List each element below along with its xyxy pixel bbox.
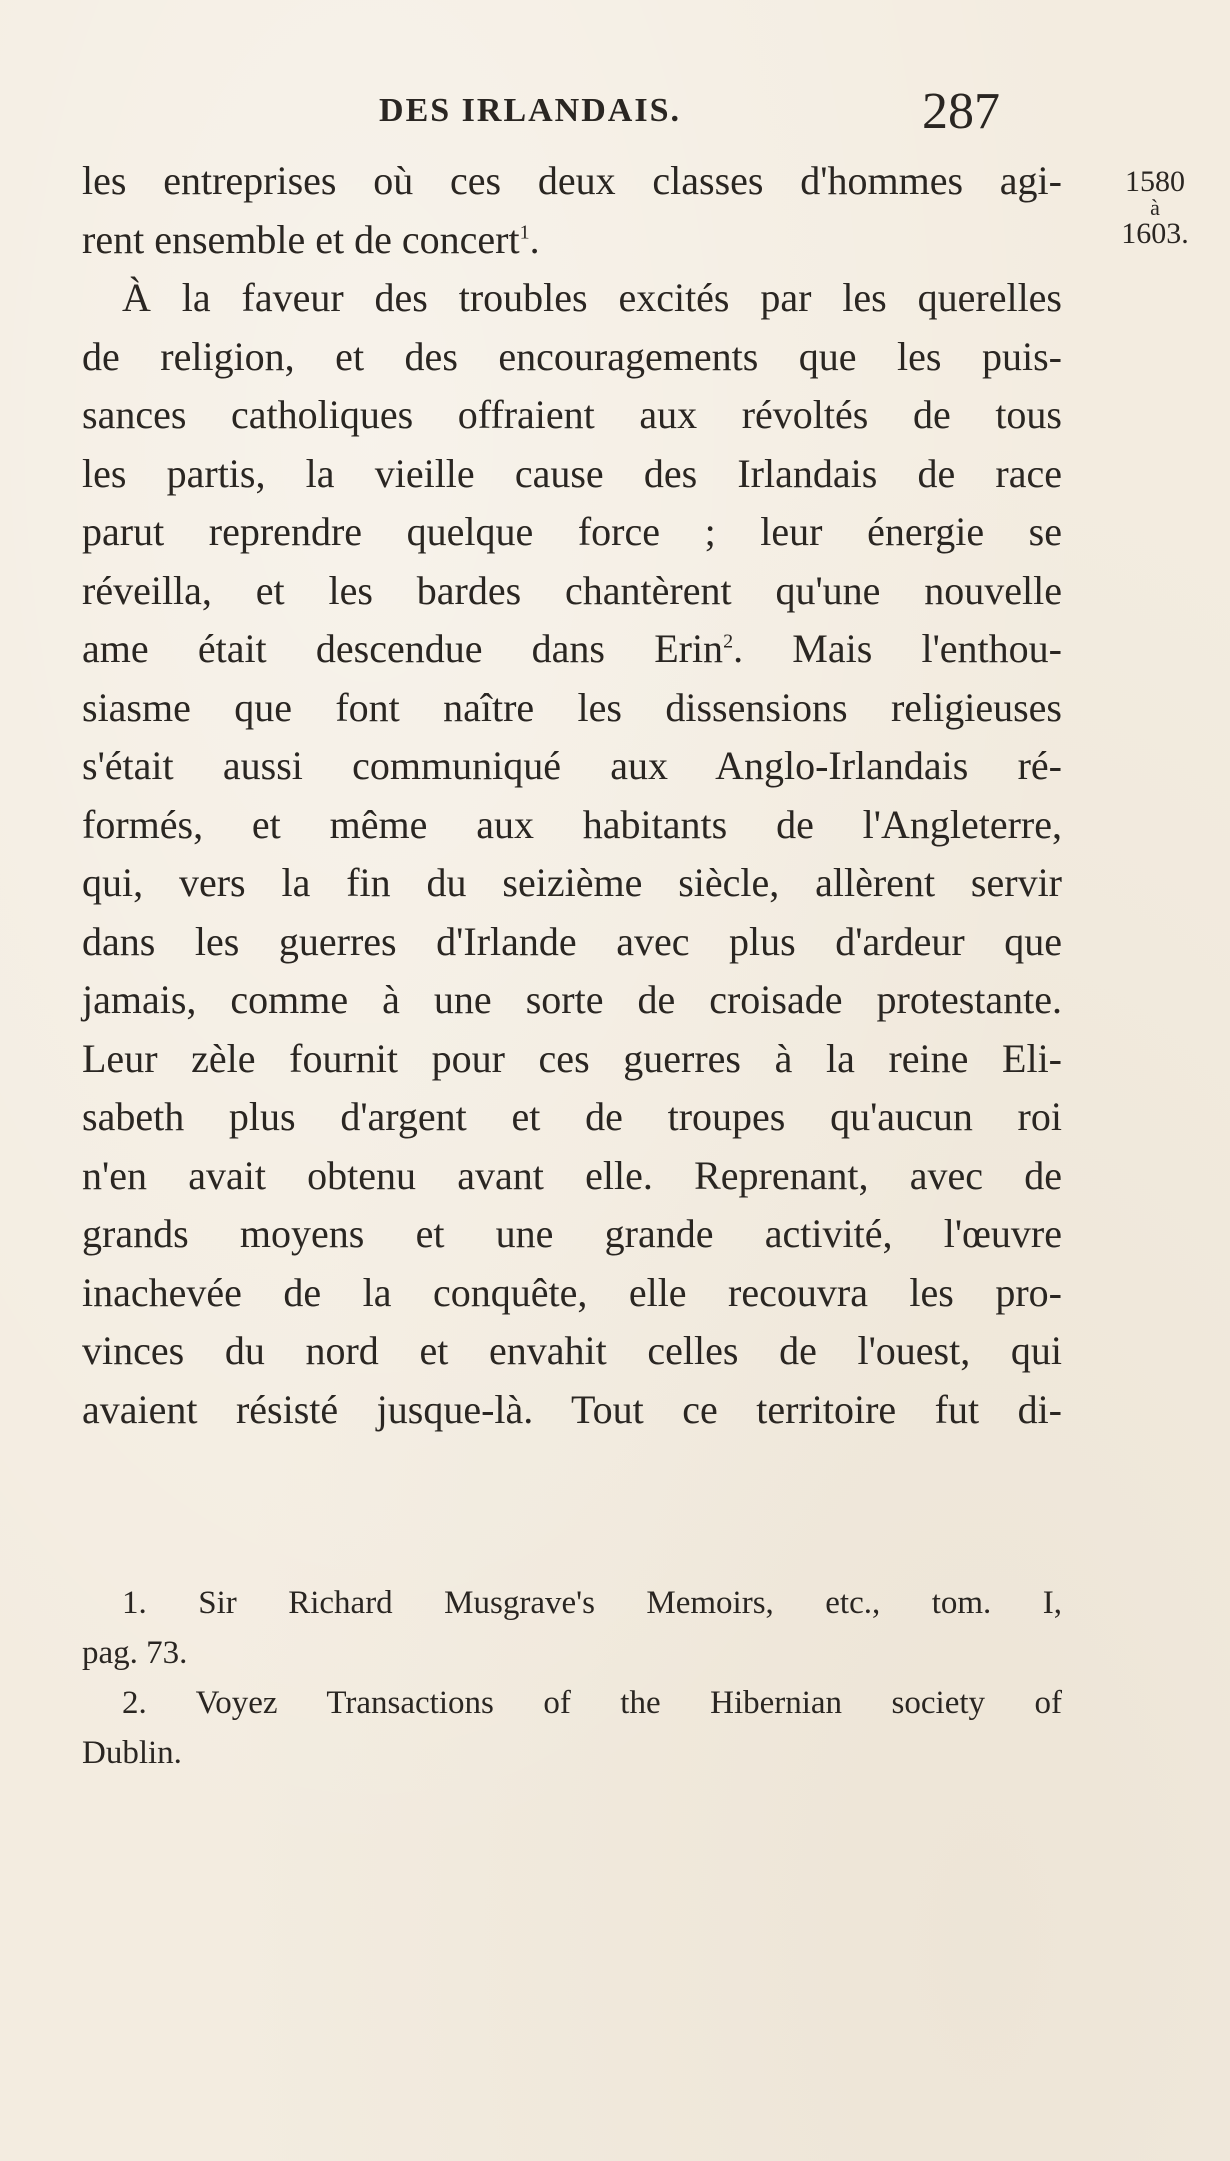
footnote-2-line-2: Dublin.: [82, 1735, 182, 1771]
footnote-number: 2.: [122, 1685, 147, 1721]
margin-start-year: 1580: [1125, 165, 1185, 198]
text-line: Leur zèle fournit pour ces guerres à la reine Eli-: [82, 1035, 1062, 1081]
footnote-text: Voyez Transactions of the Hibernian society of: [195, 1685, 1062, 1721]
text-line: dans les guerres d'Irlande avec plus d'ardeur que: [82, 918, 1062, 964]
text-line-end: .: [529, 216, 540, 262]
text-line: sabeth plus d'argent et de troupes qu'aucun roi: [82, 1094, 1062, 1139]
text-line: s'était aussi communiqué aux Anglo-Irlandais ré-: [82, 743, 1062, 788]
footnote-ref: 2: [723, 630, 734, 653]
text-line: parut reprendre quelque force ; leur énergie se: [82, 509, 1062, 554]
text-line: n'en avait obtenu avant elle. Reprenant, avec de: [82, 1152, 1062, 1198]
footnote-1-line-1: [82, 1578, 1062, 1628]
page-number: 287: [922, 83, 1000, 140]
footnote-ref: 1: [519, 221, 530, 244]
text-line: vinces du nord et envahit celles de l'ouest, qui: [82, 1328, 1062, 1373]
margin-date-range: [1100, 165, 1210, 251]
footnotes: [82, 1578, 1062, 1778]
text-line: grands moyens et une grande activité, l'œuvre: [82, 1211, 1062, 1256]
text-line: siasme que font naître les dissensions religieuses: [82, 684, 1062, 730]
text-line: [82, 620, 1062, 679]
footnote-2-line-1: [82, 1678, 1062, 1728]
text-line: réveilla, et les bardes chantèrent qu'une nouvelle: [82, 567, 1062, 613]
text-line: de religion, et des encouragements que les puis-: [82, 333, 1062, 379]
footnote-text: Sir Richard Musgrave's Memoirs, etc., tom. I,: [198, 1585, 1062, 1621]
text-line: formés, et même aux habitants de l'Angleterre,: [82, 801, 1062, 847]
text-line: les partis, la vieille cause des Irlandais de race: [82, 450, 1062, 496]
margin-separator: à: [1150, 195, 1160, 220]
body-text: [82, 152, 1062, 1439]
text-line-end: . Mais l'enthou-: [733, 626, 1062, 671]
text-line: avaient résisté jusque-là. Tout ce territoire fut di-: [82, 1386, 1062, 1432]
text-line: qui, vers la fin du seizième siècle, allèrent servir: [82, 860, 1062, 905]
text-line: À la faveur des troubles excités par les querelles: [122, 275, 1062, 320]
footnote-1-line-2: pag. 73.: [82, 1635, 188, 1671]
text-line: les entreprises où ces deux classes d'hommes agi-: [82, 158, 1062, 203]
text-line: sances catholiques offraient aux révoltés de tous: [82, 392, 1062, 437]
running-title: DES IRLANDAIS.: [379, 92, 681, 129]
footnote-number: 1.: [122, 1585, 147, 1621]
text-line: jamais, comme à une sorte de croisade protestante.: [82, 977, 1062, 1022]
text-line-content: ame était descendue dans Erin: [82, 626, 724, 671]
text-line-content: rent ensemble et de concert: [82, 216, 520, 262]
text-line: inachevée de la conquête, elle recouvra les pro-: [82, 1269, 1062, 1315]
text-line: [82, 211, 1062, 270]
margin-end-year: 1603.: [1121, 217, 1189, 250]
